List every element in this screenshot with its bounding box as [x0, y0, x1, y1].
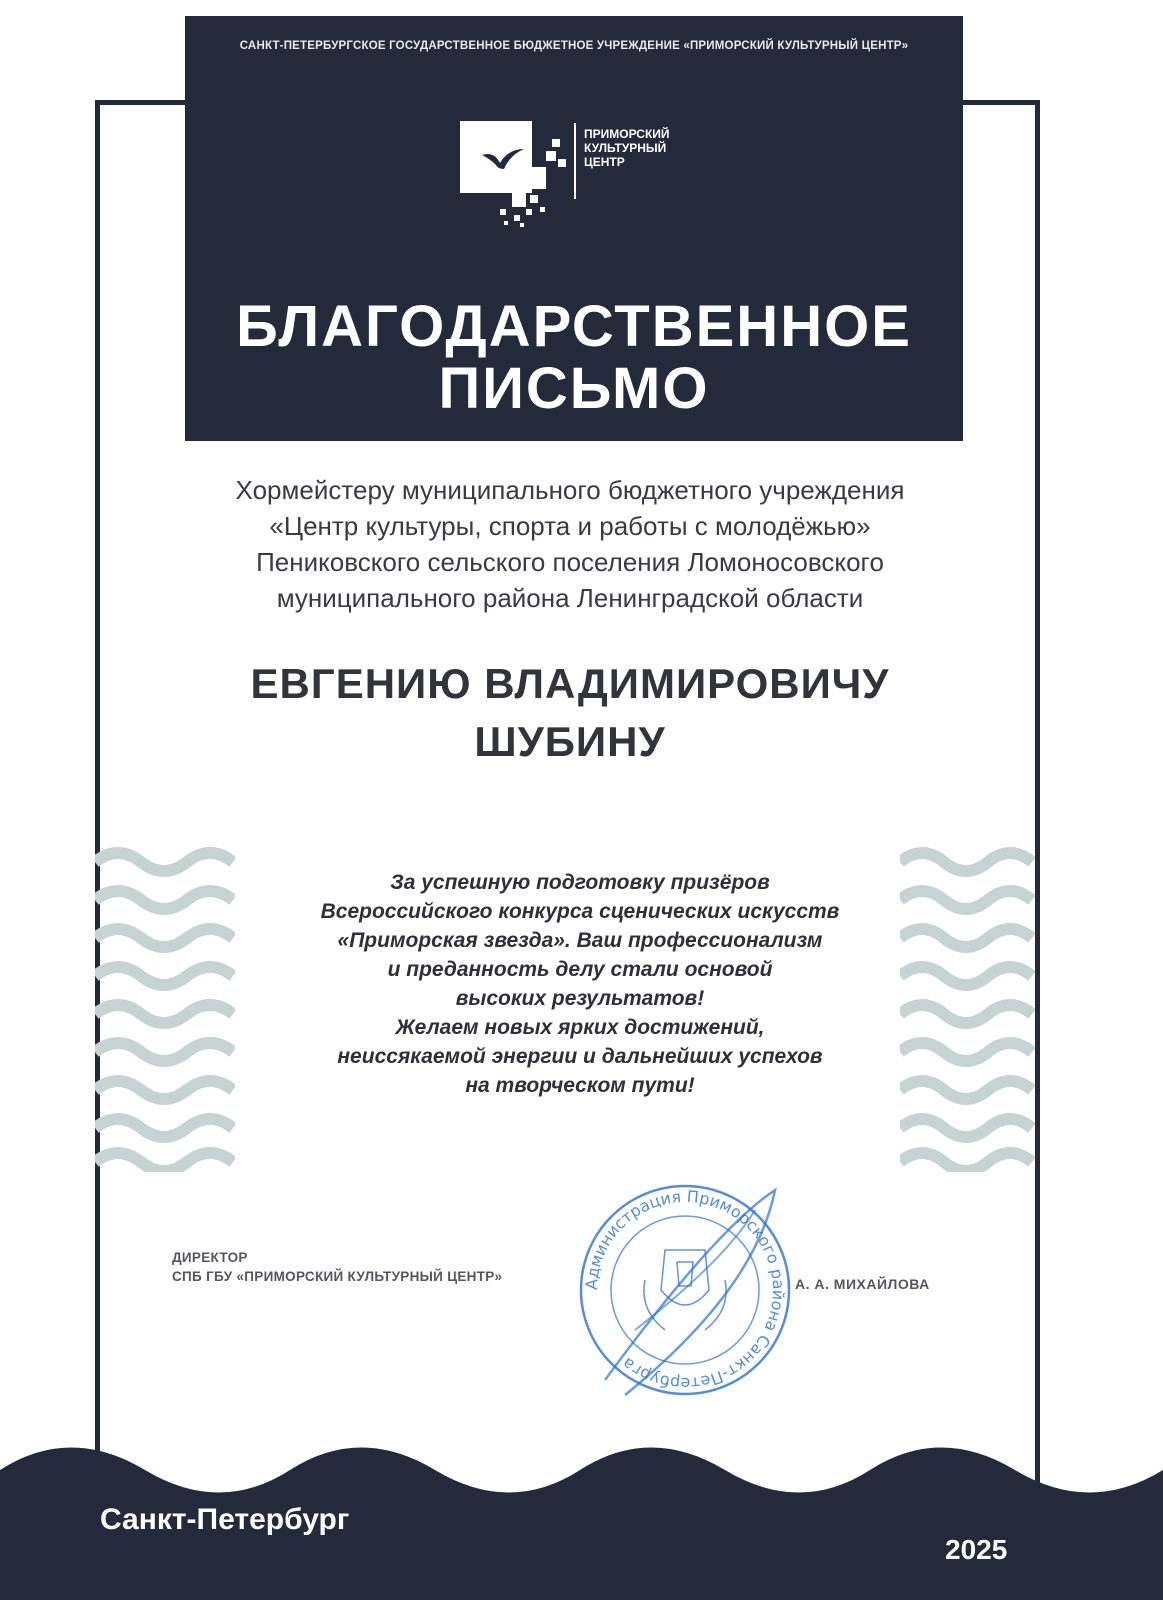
header-banner: [185, 16, 963, 441]
message-line: и преданность делу стали основой: [387, 958, 773, 981]
footer-year: 2025: [945, 1534, 1008, 1565]
seagull-logo-icon: [460, 111, 570, 231]
recipient-line: муниципального района Ленинградской области: [276, 583, 864, 613]
position-line: ДИРЕКТОР: [172, 1250, 248, 1265]
name-line: ЕВГЕНИЮ ВЛАДИМИРОВИЧУ: [250, 660, 890, 707]
recipient-name: [120, 655, 1020, 771]
message-line: Желаем новых ярких достижений,: [395, 1016, 765, 1039]
organization-line: САНКТ-ПЕТЕРБУРГСКОЕ ГОСУДАРСТВЕННОЕ БЮДЖЕТНОЕ УЧРЕЖДЕНИЕ «ПРИМОРСКИЙ КУЛЬТУРНЫЙ ЦЕНТР»: [239, 40, 909, 52]
wave-pattern-icon: [95, 842, 235, 1172]
message-line: на творческом пути!: [465, 1074, 695, 1097]
recipient-line: Хормейстеру муниципального бюджетного учреждения: [235, 475, 905, 505]
svg-text:Администрация Приморского райо: [582, 1187, 788, 1393]
position-line: СПБ ГБУ «ПРИМОРСКИЙ КУЛЬТУРНЫЙ ЦЕНТР»: [172, 1269, 503, 1284]
logo-line: КУЛЬТУРНЫЙ: [584, 141, 667, 155]
logo-divider: [574, 123, 576, 199]
signatory-position: [172, 1248, 502, 1286]
message-line: высоких результатов!: [455, 987, 705, 1010]
stamp-text: Администрация Приморского района Санкт-Петербурга: [581, 1186, 789, 1394]
document-title: [185, 296, 963, 420]
recipient-line: «Центр культуры, спорта и работы с молодёжью»: [269, 511, 871, 541]
footer-city: Санкт-Петербург: [100, 1503, 350, 1536]
gratitude-message: [230, 868, 930, 1100]
logo-line: ЦЕНТР: [584, 155, 625, 169]
signatory-name: А. А. МИХАЙЛОВА: [795, 1276, 930, 1292]
recipient-description: [120, 472, 1020, 616]
message-line: Всероссийского конкурса сценических искусств: [320, 900, 840, 923]
message-line: За успешную подготовку призёров: [390, 871, 770, 894]
logo-line: ПРИМОРСКИЙ: [584, 127, 670, 141]
title-line: ПИСЬМО: [438, 356, 710, 421]
recipient-line: Пениковского сельского поселения Ломоносовского: [256, 547, 884, 577]
logo-text: [584, 127, 670, 169]
logo: [460, 111, 720, 241]
message-line: неиссякаемой энергии и дальнейших успехов: [337, 1045, 823, 1068]
message-line: «Приморская звезда». Ваш профессионализм: [337, 929, 823, 952]
name-line: ШУБИНУ: [474, 718, 666, 765]
official-stamp-icon: [565, 1170, 805, 1410]
title-line: БЛАГОДАРСТВЕННОЕ: [236, 294, 912, 359]
